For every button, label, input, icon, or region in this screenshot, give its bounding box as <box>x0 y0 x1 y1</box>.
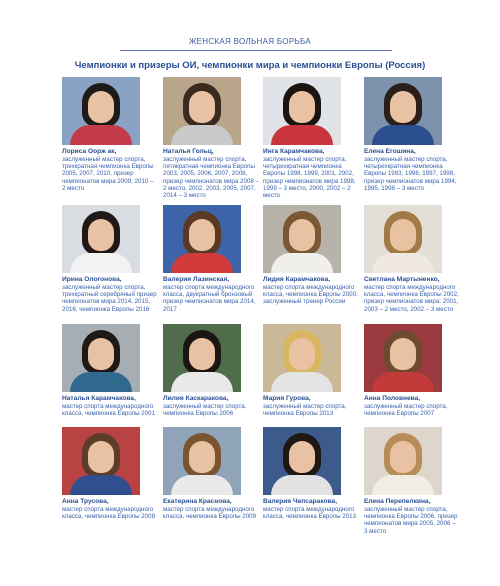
athlete-name: Лилия Каскаракова, <box>163 395 229 402</box>
section-label: ЖЕНСКАЯ ВОЛЬНАЯ БОРЬБА <box>188 37 312 46</box>
athlete-card <box>163 77 259 199</box>
athlete-name: Наталья Карамчакова, <box>62 395 136 402</box>
athlete-name: Валерия Лазинская, <box>163 276 230 283</box>
athlete-name: Инга Карамчакова, <box>263 148 325 155</box>
athlete-desc: мастер спорта международного класса, чемпионка Европы 2009 <box>163 506 257 521</box>
athlete-name: Светлана Мартыненко, <box>364 276 440 283</box>
athlete-card <box>263 205 359 306</box>
athlete-card <box>263 77 359 199</box>
athlete-name: Анна Половнева, <box>364 395 421 402</box>
athlete-photo <box>263 205 341 273</box>
athlete-photo <box>263 77 341 145</box>
athlete-name: Наталья Гольц, <box>163 148 214 155</box>
athlete-desc: мастер спорта международного класса, двукратный бронзовый призер чемпионатов мира 2014, 2017 <box>163 284 256 313</box>
athlete-card <box>62 205 158 313</box>
athlete-card <box>163 205 259 313</box>
athlete-photo <box>163 324 241 392</box>
athlete-name: Лидия Карамчакова, <box>263 276 331 283</box>
athlete-name: Лориса Оорж ак, <box>62 148 117 155</box>
athlete-desc: заслуженный мастер спорта, чемпионка Европы 2006, призер чемпионатов мира 2005, 2006 – 3 место <box>364 506 458 535</box>
athlete-desc: мастер спорта международного класса, чемпионка Европы 2008 <box>62 506 156 521</box>
athlete-photo <box>163 205 241 273</box>
athlete-desc: заслуженный мастер спорта, чемпионка Европы 2007 <box>364 403 448 418</box>
athlete-photo <box>364 427 442 495</box>
athlete-photo <box>364 205 442 273</box>
athlete-card <box>263 427 359 520</box>
athlete-photo <box>62 427 140 495</box>
athlete-name: Екатерина Краснова, <box>163 498 232 505</box>
athlete-desc: заслуженный мастер спорта, чемпионка Европы 2013 <box>263 403 347 418</box>
athlete-name: Валерия Чепсаракова, <box>263 498 338 505</box>
athlete-photo <box>364 324 442 392</box>
athlete-photo <box>364 77 442 145</box>
athlete-name: Елена Егошина, <box>364 148 416 155</box>
athlete-card <box>62 77 158 192</box>
header-divider <box>120 50 392 51</box>
athlete-desc: заслуженный мастер спорта, пятикратная чемпионка Европы 2003, 2005, 2006, 2007, 2008, призер чемпионатов мира 2008 – 2 место, 2002, 2003, 2005, 2007, 2014 – 3 место <box>163 156 259 200</box>
athlete-desc: заслуженный мастер спорта, четырехкратная чемпионка Европы 1998, 1999, 2001, 2002, призер чемпионатов мира 1998, 1999 – 3 место, 2000, 2002 – 2 место <box>263 156 356 200</box>
athlete-desc: мастер спорта международного класса, чемпионка Европы 2000, заслуженный тренер России <box>263 284 358 306</box>
athlete-name: Елена Перепелкина, <box>364 498 431 505</box>
athlete-name: Мария Гурова, <box>263 395 311 402</box>
athlete-photo <box>263 427 341 495</box>
athlete-photo <box>163 427 241 495</box>
athlete-card <box>163 324 259 417</box>
athlete-desc: заслуженный мастер спорта, трехкратная чемпионка Европы 2005, 2007, 2010, призер чемпионатов мира 2009, 2010 – 2 место <box>62 156 154 192</box>
athlete-name: Ирина Ологонова, <box>62 276 122 283</box>
athlete-desc: мастер спорта международного класса, чемпионка Европы 2002, призер чемпионатов мира: 2001, 2003 – 2 место, 2002 – 3 место <box>364 284 459 313</box>
athlete-card <box>263 324 359 417</box>
athlete-photo <box>62 77 140 145</box>
athlete-card <box>364 205 460 313</box>
athlete-card <box>364 77 460 192</box>
athlete-name: Анна Трусова, <box>62 498 109 505</box>
athlete-card <box>163 427 259 520</box>
athlete-card <box>62 427 158 520</box>
athlete-desc: мастер спорта международного класса, чемпионка Европы 2001 <box>62 403 156 418</box>
athlete-desc: заслуженный мастер спорта, четырехкратная чемпионка Европы 1993, 1996, 1997, 1998, призер чемпионатов мира 1994, 1995, 1998 – 3 место <box>364 156 457 192</box>
athlete-photo <box>62 324 140 392</box>
athlete-desc: заслуженный мастер спорта, чемпионка Европы 2006 <box>163 403 247 418</box>
athlete-desc: заслуженный мастер спорта, трехкратный серебряный призер чемпионатов мира 2014, 2015, 2016, чемпионка Европы 2016 <box>62 284 157 313</box>
athlete-photo <box>263 324 341 392</box>
athlete-card <box>62 324 158 417</box>
athlete-desc: мастер спорта международного класса, чемпионка Европы 2013 <box>263 506 357 521</box>
athlete-card <box>364 324 460 417</box>
athlete-photo <box>62 205 140 273</box>
athlete-card <box>364 427 460 535</box>
athlete-photo <box>163 77 241 145</box>
page-title: Чемпионки и призеры ОИ, чемпионки мира и чемпионки Европы (Россия) <box>74 60 426 71</box>
